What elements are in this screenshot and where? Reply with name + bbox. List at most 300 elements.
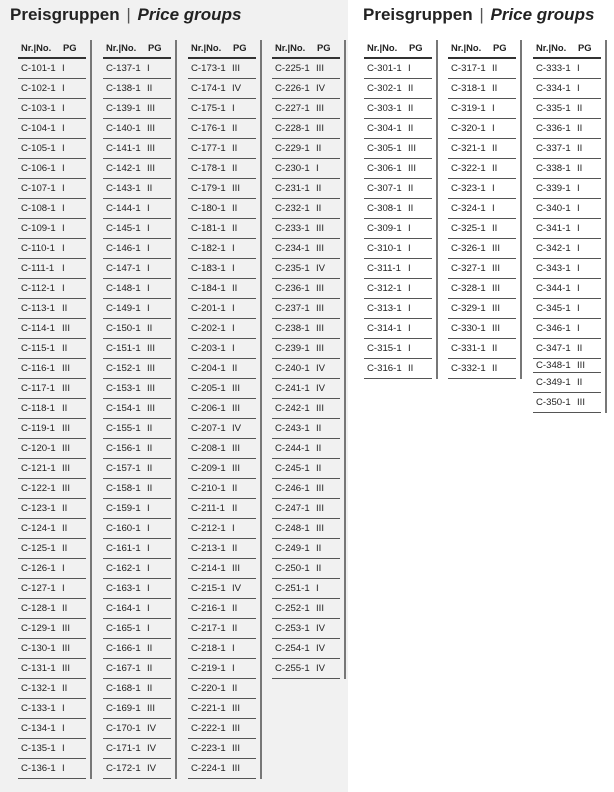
price-group: III bbox=[316, 303, 324, 314]
price-group: I bbox=[62, 763, 65, 774]
item-number: C-153-1 bbox=[106, 383, 141, 394]
item-number: C-304-1 bbox=[367, 123, 402, 134]
table-row bbox=[272, 539, 340, 559]
price-group: II bbox=[408, 183, 414, 194]
price-group: I bbox=[492, 203, 495, 214]
price-group: I bbox=[147, 583, 150, 594]
table-row bbox=[18, 419, 86, 439]
price-group: I bbox=[147, 603, 150, 614]
item-number: C-308-1 bbox=[367, 203, 402, 214]
price-group: III bbox=[316, 343, 324, 354]
item-number: C-318-1 bbox=[451, 83, 486, 94]
item-number: C-338-1 bbox=[536, 163, 571, 174]
item-number: C-118-1 bbox=[21, 403, 55, 414]
item-number: C-173-1 bbox=[191, 63, 226, 74]
table-row bbox=[364, 219, 432, 239]
item-number: C-238-1 bbox=[275, 323, 310, 334]
table-row bbox=[448, 279, 516, 299]
price-group: III bbox=[316, 103, 324, 114]
item-number: C-247-1 bbox=[275, 503, 310, 514]
price-group: III bbox=[62, 463, 70, 474]
item-number: C-253-1 bbox=[275, 623, 310, 634]
price-group: III bbox=[316, 603, 324, 614]
item-number: C-129-1 bbox=[21, 623, 56, 634]
price-group: I bbox=[62, 583, 65, 594]
table-row bbox=[188, 439, 256, 459]
item-number: C-337-1 bbox=[536, 143, 571, 154]
price-group: I bbox=[492, 103, 495, 114]
table-row bbox=[188, 519, 256, 539]
price-group: III bbox=[62, 623, 70, 634]
item-number: C-349-1 bbox=[536, 377, 571, 388]
table-row bbox=[364, 59, 432, 79]
table-row bbox=[18, 519, 86, 539]
title-german: Preisgruppen bbox=[10, 5, 120, 24]
table-row bbox=[272, 399, 340, 419]
item-number: C-347-1 bbox=[536, 343, 571, 354]
item-number: C-324-1 bbox=[451, 203, 486, 214]
table-row bbox=[103, 379, 171, 399]
table-row bbox=[533, 319, 601, 339]
table-row bbox=[533, 99, 601, 119]
table-row bbox=[364, 339, 432, 359]
price-group: I bbox=[232, 643, 235, 654]
price-group: II bbox=[232, 503, 238, 514]
price-group: I bbox=[232, 323, 235, 334]
item-number: C-341-1 bbox=[536, 223, 571, 234]
header-number: Nr.|No. bbox=[275, 42, 306, 53]
item-number: C-159-1 bbox=[106, 503, 141, 514]
item-number: C-319-1 bbox=[451, 103, 486, 114]
item-number: C-137-1 bbox=[106, 63, 141, 74]
table-row bbox=[272, 659, 340, 679]
item-number: C-123-1 bbox=[21, 503, 56, 514]
table-row bbox=[188, 679, 256, 699]
header-price-group: PG bbox=[233, 42, 247, 53]
price-group: I bbox=[62, 83, 65, 94]
item-number: C-140-1 bbox=[106, 123, 141, 134]
item-number: C-176-1 bbox=[191, 123, 226, 134]
item-number: C-155-1 bbox=[106, 423, 141, 434]
table-row bbox=[18, 59, 86, 79]
item-number: C-136-1 bbox=[21, 763, 56, 774]
price-group: I bbox=[147, 263, 150, 274]
price-group: III bbox=[577, 397, 585, 408]
price-group: I bbox=[232, 103, 235, 114]
price-group: I bbox=[408, 303, 411, 314]
table-row bbox=[272, 519, 340, 539]
item-number: C-317-1 bbox=[451, 63, 486, 74]
table-row bbox=[364, 79, 432, 99]
price-group: I bbox=[147, 63, 150, 74]
price-group: I bbox=[408, 343, 411, 354]
price-group: II bbox=[232, 683, 238, 694]
item-number: C-205-1 bbox=[191, 383, 226, 394]
price-group: II bbox=[577, 343, 583, 354]
item-number: C-322-1 bbox=[451, 163, 486, 174]
table-body bbox=[18, 59, 86, 779]
header-price-group: PG bbox=[578, 42, 592, 53]
item-number: C-126-1 bbox=[21, 563, 56, 574]
item-number: C-223-1 bbox=[191, 743, 226, 754]
table-row bbox=[103, 59, 171, 79]
price-group: I bbox=[62, 203, 65, 214]
table-row bbox=[103, 399, 171, 419]
price-group: IV bbox=[147, 743, 157, 754]
price-table-column bbox=[18, 40, 86, 779]
item-number: C-214-1 bbox=[191, 563, 226, 574]
table-row bbox=[18, 499, 86, 519]
table-row bbox=[448, 259, 516, 279]
table-row bbox=[364, 159, 432, 179]
price-group: III bbox=[232, 463, 240, 474]
table-row bbox=[533, 299, 601, 319]
price-group: II bbox=[316, 463, 322, 474]
table-row bbox=[533, 179, 601, 199]
item-number: C-157-1 bbox=[106, 463, 141, 474]
table-row bbox=[103, 159, 171, 179]
price-group: II bbox=[62, 543, 68, 554]
table-row bbox=[448, 179, 516, 199]
table-row bbox=[18, 159, 86, 179]
header-price-group: PG bbox=[317, 42, 331, 53]
price-group: I bbox=[492, 123, 495, 134]
price-group: II bbox=[577, 123, 583, 134]
table-row bbox=[188, 199, 256, 219]
item-number: C-321-1 bbox=[451, 143, 486, 154]
item-number: C-183-1 bbox=[191, 263, 226, 274]
table-row bbox=[103, 599, 171, 619]
price-group: III bbox=[316, 63, 324, 74]
item-number: C-240-1 bbox=[275, 363, 310, 374]
table-row bbox=[103, 659, 171, 679]
price-group: III bbox=[62, 423, 70, 434]
table-row bbox=[188, 59, 256, 79]
item-number: C-161-1 bbox=[106, 543, 141, 554]
item-number: C-344-1 bbox=[536, 283, 571, 294]
price-group: I bbox=[577, 243, 580, 254]
price-table-column bbox=[103, 40, 171, 779]
price-group: II bbox=[577, 143, 583, 154]
price-table-column bbox=[533, 40, 601, 413]
price-group: III bbox=[147, 143, 155, 154]
price-group: III bbox=[62, 443, 70, 454]
price-group: III bbox=[232, 763, 240, 774]
table-row bbox=[272, 459, 340, 479]
table-row bbox=[103, 179, 171, 199]
price-group: II bbox=[408, 103, 414, 114]
item-number: C-154-1 bbox=[106, 403, 141, 414]
item-number: C-178-1 bbox=[191, 163, 226, 174]
item-number: C-139-1 bbox=[106, 103, 141, 114]
table-row bbox=[103, 519, 171, 539]
price-group: II bbox=[408, 83, 414, 94]
item-number: C-226-1 bbox=[275, 83, 310, 94]
price-group: II bbox=[232, 543, 238, 554]
item-number: C-184-1 bbox=[191, 283, 226, 294]
item-number: C-254-1 bbox=[275, 643, 310, 654]
price-group: I bbox=[577, 263, 580, 274]
item-number: C-201-1 bbox=[191, 303, 226, 314]
item-number: C-146-1 bbox=[106, 243, 141, 254]
price-group: I bbox=[577, 183, 580, 194]
table-row bbox=[272, 59, 340, 79]
table-row bbox=[188, 479, 256, 499]
table-row bbox=[103, 719, 171, 739]
price-group: III bbox=[492, 243, 500, 254]
item-number: C-301-1 bbox=[367, 63, 402, 74]
table-row bbox=[18, 619, 86, 639]
price-group: III bbox=[62, 323, 70, 334]
table-row bbox=[18, 199, 86, 219]
table-row bbox=[18, 459, 86, 479]
item-number: C-327-1 bbox=[451, 263, 486, 274]
item-number: C-172-1 bbox=[106, 763, 141, 774]
item-number: C-165-1 bbox=[106, 623, 141, 634]
table-body bbox=[533, 59, 601, 413]
table-row bbox=[18, 699, 86, 719]
price-group: I bbox=[316, 583, 319, 594]
item-number: C-209-1 bbox=[191, 463, 226, 474]
table-row bbox=[448, 59, 516, 79]
table-row bbox=[448, 359, 516, 379]
item-number: C-128-1 bbox=[21, 603, 56, 614]
price-group: II bbox=[147, 663, 153, 674]
price-table-column bbox=[364, 40, 432, 379]
item-number: C-127-1 bbox=[21, 583, 56, 594]
table-row bbox=[18, 139, 86, 159]
item-number: C-122-1 bbox=[21, 483, 56, 494]
price-group: I bbox=[147, 543, 150, 554]
price-group: II bbox=[316, 183, 322, 194]
price-group: II bbox=[62, 523, 68, 534]
item-number: C-115-1 bbox=[21, 343, 55, 354]
table-row bbox=[103, 759, 171, 779]
table-row bbox=[272, 119, 340, 139]
table-row bbox=[533, 159, 601, 179]
table-row bbox=[448, 159, 516, 179]
price-group: II bbox=[316, 563, 322, 574]
price-group: II bbox=[316, 203, 322, 214]
price-group: II bbox=[492, 363, 498, 374]
item-number: C-121-1 bbox=[21, 463, 56, 474]
table-row bbox=[18, 539, 86, 559]
item-number: C-333-1 bbox=[536, 63, 571, 74]
price-group: III bbox=[232, 403, 240, 414]
item-number: C-105-1 bbox=[21, 143, 56, 154]
table-body bbox=[272, 59, 340, 679]
item-number: C-104-1 bbox=[21, 123, 56, 134]
item-number: C-242-1 bbox=[275, 403, 310, 414]
item-number: C-249-1 bbox=[275, 543, 310, 554]
price-group: II bbox=[492, 63, 498, 74]
table-header bbox=[364, 40, 432, 59]
table-row bbox=[533, 259, 601, 279]
price-group: I bbox=[62, 723, 65, 734]
table-header bbox=[188, 40, 256, 59]
item-number: C-202-1 bbox=[191, 323, 226, 334]
item-number: C-342-1 bbox=[536, 243, 571, 254]
table-body bbox=[103, 59, 171, 779]
table-row bbox=[448, 199, 516, 219]
table-row bbox=[533, 393, 601, 413]
table-row bbox=[533, 239, 601, 259]
table-row bbox=[533, 373, 601, 393]
title-english: Price groups bbox=[137, 5, 242, 24]
price-group: III bbox=[232, 443, 240, 454]
header-number: Nr.|No. bbox=[536, 42, 567, 53]
price-group: II bbox=[232, 483, 238, 494]
item-number: C-248-1 bbox=[275, 523, 310, 534]
item-number: C-229-1 bbox=[275, 143, 310, 154]
item-number: C-326-1 bbox=[451, 243, 486, 254]
table-row bbox=[103, 679, 171, 699]
item-number: C-144-1 bbox=[106, 203, 141, 214]
item-number: C-168-1 bbox=[106, 683, 141, 694]
table-row bbox=[272, 279, 340, 299]
price-group: I bbox=[232, 523, 235, 534]
item-number: C-330-1 bbox=[451, 323, 486, 334]
price-group: III bbox=[316, 483, 324, 494]
table-row bbox=[272, 379, 340, 399]
item-number: C-310-1 bbox=[367, 243, 402, 254]
table-row bbox=[188, 739, 256, 759]
table-row bbox=[18, 479, 86, 499]
table-row bbox=[103, 699, 171, 719]
table-row bbox=[272, 479, 340, 499]
header-number: Nr.|No. bbox=[21, 42, 52, 53]
table-row bbox=[364, 239, 432, 259]
price-group: I bbox=[492, 183, 495, 194]
item-number: C-116-1 bbox=[21, 363, 55, 374]
item-number: C-236-1 bbox=[275, 283, 310, 294]
item-number: C-255-1 bbox=[275, 663, 310, 674]
title-english: Price groups bbox=[490, 5, 595, 24]
table-row bbox=[188, 339, 256, 359]
item-number: C-134-1 bbox=[21, 723, 56, 734]
price-group: IV bbox=[316, 383, 326, 394]
item-number: C-182-1 bbox=[191, 243, 226, 254]
table-row bbox=[272, 259, 340, 279]
price-group: I bbox=[577, 63, 580, 74]
price-group: III bbox=[577, 360, 585, 371]
price-group: III bbox=[316, 323, 324, 334]
price-group: I bbox=[147, 623, 150, 634]
price-group: I bbox=[62, 223, 65, 234]
table-row bbox=[364, 199, 432, 219]
table-row bbox=[364, 279, 432, 299]
price-group: II bbox=[147, 443, 153, 454]
price-group: I bbox=[408, 323, 411, 334]
price-group: IV bbox=[232, 83, 242, 94]
table-row bbox=[103, 539, 171, 559]
table-row bbox=[103, 259, 171, 279]
item-number: C-152-1 bbox=[106, 363, 141, 374]
price-group: I bbox=[147, 523, 150, 534]
price-group: III bbox=[316, 123, 324, 134]
item-number: C-162-1 bbox=[106, 563, 141, 574]
table-row bbox=[448, 139, 516, 159]
table-row bbox=[533, 59, 601, 79]
table-row bbox=[448, 99, 516, 119]
item-number: C-130-1 bbox=[21, 643, 56, 654]
item-number: C-348-1 bbox=[536, 360, 571, 371]
price-group: I bbox=[577, 223, 580, 234]
item-number: C-175-1 bbox=[191, 103, 226, 114]
price-group: II bbox=[316, 423, 322, 434]
item-number: C-180-1 bbox=[191, 203, 226, 214]
table-row bbox=[272, 419, 340, 439]
item-number: C-232-1 bbox=[275, 203, 310, 214]
table-row bbox=[272, 639, 340, 659]
table-row bbox=[188, 379, 256, 399]
price-group: III bbox=[147, 123, 155, 134]
price-group: III bbox=[408, 163, 416, 174]
table-row bbox=[103, 219, 171, 239]
price-group: III bbox=[62, 383, 70, 394]
price-group: II bbox=[147, 683, 153, 694]
price-group: I bbox=[316, 163, 319, 174]
table-row bbox=[188, 79, 256, 99]
item-number: C-227-1 bbox=[275, 103, 310, 114]
table-row bbox=[103, 99, 171, 119]
item-number: C-117-1 bbox=[21, 383, 55, 394]
table-row bbox=[18, 639, 86, 659]
price-group: II bbox=[147, 483, 153, 494]
item-number: C-228-1 bbox=[275, 123, 310, 134]
table-row bbox=[272, 239, 340, 259]
item-number: C-222-1 bbox=[191, 723, 226, 734]
item-number: C-302-1 bbox=[367, 83, 402, 94]
item-number: C-346-1 bbox=[536, 323, 571, 334]
price-group: I bbox=[408, 63, 411, 74]
table-row bbox=[188, 399, 256, 419]
item-number: C-320-1 bbox=[451, 123, 486, 134]
price-group: II bbox=[147, 423, 153, 434]
item-number: C-343-1 bbox=[536, 263, 571, 274]
table-row bbox=[103, 439, 171, 459]
price-group: II bbox=[62, 603, 68, 614]
item-number: C-177-1 bbox=[191, 143, 226, 154]
price-group: I bbox=[147, 203, 150, 214]
price-group: IV bbox=[316, 623, 326, 634]
price-group: II bbox=[492, 223, 498, 234]
table-row bbox=[188, 139, 256, 159]
item-number: C-245-1 bbox=[275, 463, 310, 474]
price-group: I bbox=[408, 223, 411, 234]
price-group: I bbox=[62, 743, 65, 754]
table-row bbox=[188, 299, 256, 319]
item-number: C-124-1 bbox=[21, 523, 56, 534]
price-group: III bbox=[147, 403, 155, 414]
price-group: II bbox=[147, 643, 153, 654]
table-header bbox=[103, 40, 171, 59]
price-group: III bbox=[316, 223, 324, 234]
item-number: C-316-1 bbox=[367, 363, 402, 374]
price-group: II bbox=[232, 203, 238, 214]
price-group: II bbox=[316, 143, 322, 154]
item-number: C-315-1 bbox=[367, 343, 402, 354]
table-row bbox=[103, 319, 171, 339]
price-group: I bbox=[62, 183, 65, 194]
price-group: I bbox=[232, 343, 235, 354]
price-group: II bbox=[232, 143, 238, 154]
table-row bbox=[18, 179, 86, 199]
table-row bbox=[364, 119, 432, 139]
price-group: III bbox=[62, 663, 70, 674]
item-number: C-170-1 bbox=[106, 723, 141, 734]
item-number: C-220-1 bbox=[191, 683, 226, 694]
